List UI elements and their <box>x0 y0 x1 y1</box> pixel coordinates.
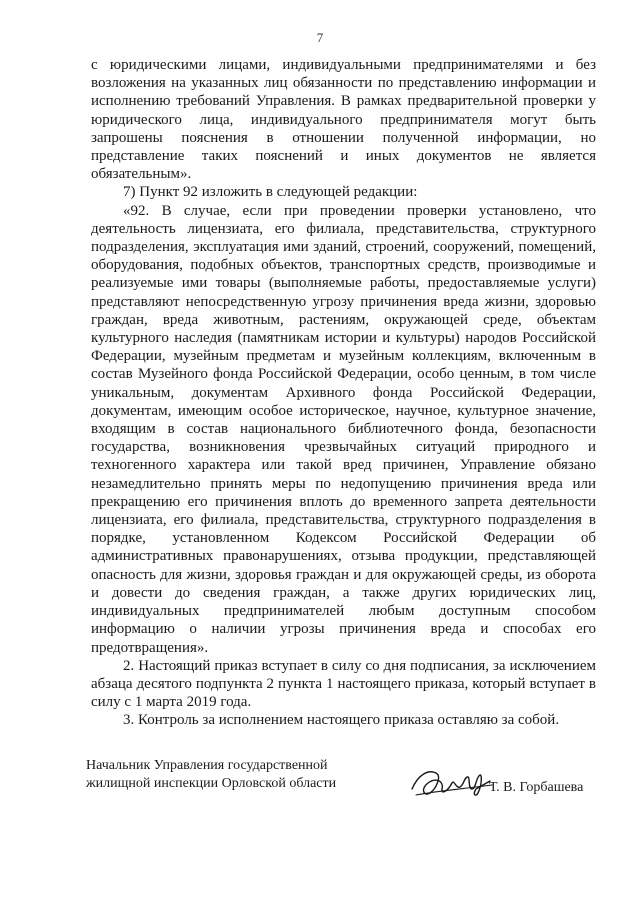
signer-position-line1: Начальник Управления государственной <box>86 758 328 773</box>
paragraph-control: 3. Контроль за исполнением настоящего приказа оставляю за собой. <box>123 712 560 729</box>
paragraph-continuation: с юридическими лицами, индивидуальными предпринимателями и без возложения на указанных лиц обязанности по представлению информации и исполнению требований Управления. В рамках предварительной проверки у юридического лица, индивидуального предпринимателя могут быть запрошены пояснения в отношении полученной информации, но представление таких пояснений и иных документов не является обязательным». <box>91 57 596 183</box>
signature-block <box>86 757 601 817</box>
paragraph-clause-92: «92. В случае, если при проведении проверки установлено, что деятельность лицензиата, его филиала, представительства, структурного подразделения, эксплуатация ими зданий, строений, сооружений, помещений, оборудования, подобных объектов, транспортных средств, производимые и реализуемые ими товары (выполняемые работы, предоставляемые услуги) представляют непосредственную угрозу причинения вреда жизни, здоровью граждан, вреда животным, растениям, окружающей среде, объектам культурного наследия (памятникам истории и культуры) народов Российской Федерации, музейным предметам и музейным коллекциям, включенным в состав Музейного фонда Российской Федерации, особо ценным, в том числе уникальным, документам Архивного фонда Российской Федерации, документам, имеющим особое историческое, научное, культурное значение, входящим в состав национального библиотечного фонда, безопасности государства, возникновения чрезвычайных ситуаций природного и техногенного характера или такой вред причинен, Управление обязано незамедлительно принять меры по недопущению причинения вреда или прекращению его причинения вплоть до временного запрета деятельности лицензиата, его филиала, представительства, структурного подразделения в порядке, установленном Кодексом Российской Федерации об административных правонарушениях, отзыва продукции, представляющей опасность для жизни, здоровья граждан и для окружающей среды, из оборота и довести до сведения граждан, а также других юридических лиц, индивидуальных предпринимателей любым доступным способом информацию о наличии угрозы причинения вреда и способах его предотвращения». <box>91 202 596 656</box>
page-number: 7 <box>316 30 324 45</box>
handwritten-signature-icon <box>406 759 496 807</box>
signer-name: Т. В. Горбашева <box>489 780 584 795</box>
paragraph-effective-date: 2. Настоящий приказ вступает в силу со дня подписания, за исключением абзаца десятого подпункта 2 пункта 1 настоящего приказа, который вступает в силу с 1 марта 2019 года. <box>91 657 596 711</box>
signer-position <box>86 757 386 793</box>
document-body <box>91 56 596 730</box>
paragraph-item-7: 7) Пункт 92 изложить в следующей редакции: <box>123 184 418 201</box>
signer-position-line2: жилищной инспекции Орловской области <box>86 776 337 791</box>
